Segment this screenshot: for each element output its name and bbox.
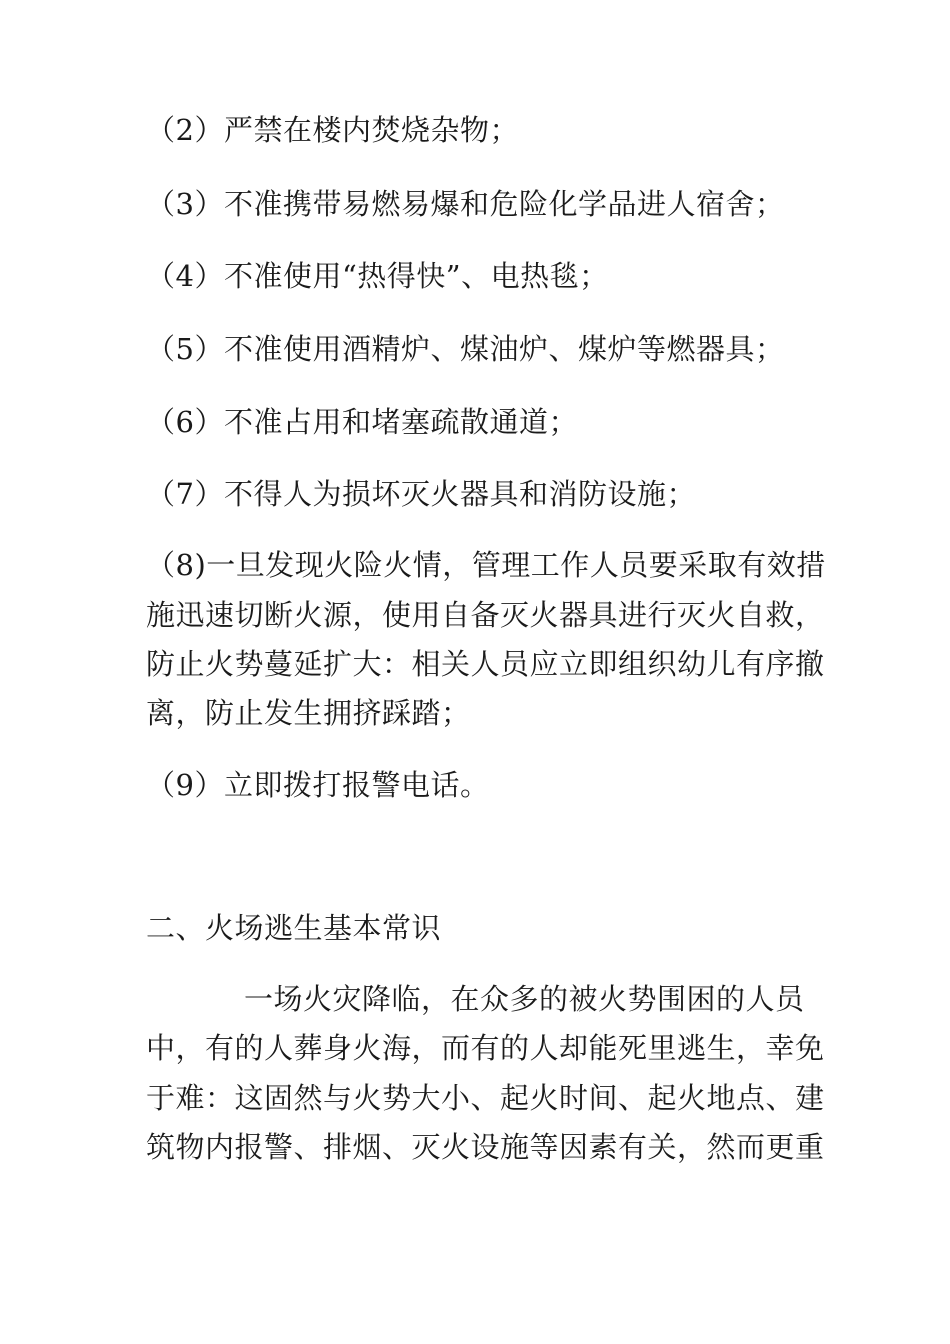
rule-item-6: （6）不准占用和堵塞疏散通道； <box>146 405 578 439</box>
section-heading: 二、火场逃生基本常识 <box>146 911 442 945</box>
rule-item-4: （4）不准使用“热得快”、电热毯； <box>146 259 609 293</box>
rule-item-5: （5）不准使用酒精炉、煤油炉、煤炉等燃器具； <box>146 332 785 366</box>
rule-item-8-line: 防止火势蔓延扩大：相关人员应立即组织幼儿有序撤 <box>146 647 825 681</box>
rule-item-9: （9）立即拨打报警电话。 <box>146 768 490 802</box>
rule-item-8-line: 施迅速切断火源，使用自备灭火器具进行灭火自救， <box>146 598 825 632</box>
intro-line: 于难：这固然与火势大小、起火时间、起火地点、建 <box>146 1081 825 1115</box>
intro-line: 中，有的人葬身火海，而有的人却能死里逃生，幸免 <box>146 1031 825 1065</box>
rule-item-8-line: （8)一旦发现火险火情，管理工作人员要采取有效措 <box>146 548 826 582</box>
rule-item-3: （3）不准携带易燃易爆和危险化学品进人宿舍； <box>146 187 785 221</box>
rule-item-8-line: 离，防止发生拥挤踩踏； <box>146 696 471 730</box>
intro-line: 筑物内报警、排烟、灭火设施等因素有关，然而更重 <box>146 1130 825 1164</box>
rule-item-2: （2）严禁在楼内焚烧杂物； <box>146 113 519 147</box>
rule-item-7: （7）不得人为损坏灭火器具和消防设施； <box>146 477 696 511</box>
intro-line: 一场火灾降临，在众多的被火势围困的人员 <box>244 982 805 1016</box>
